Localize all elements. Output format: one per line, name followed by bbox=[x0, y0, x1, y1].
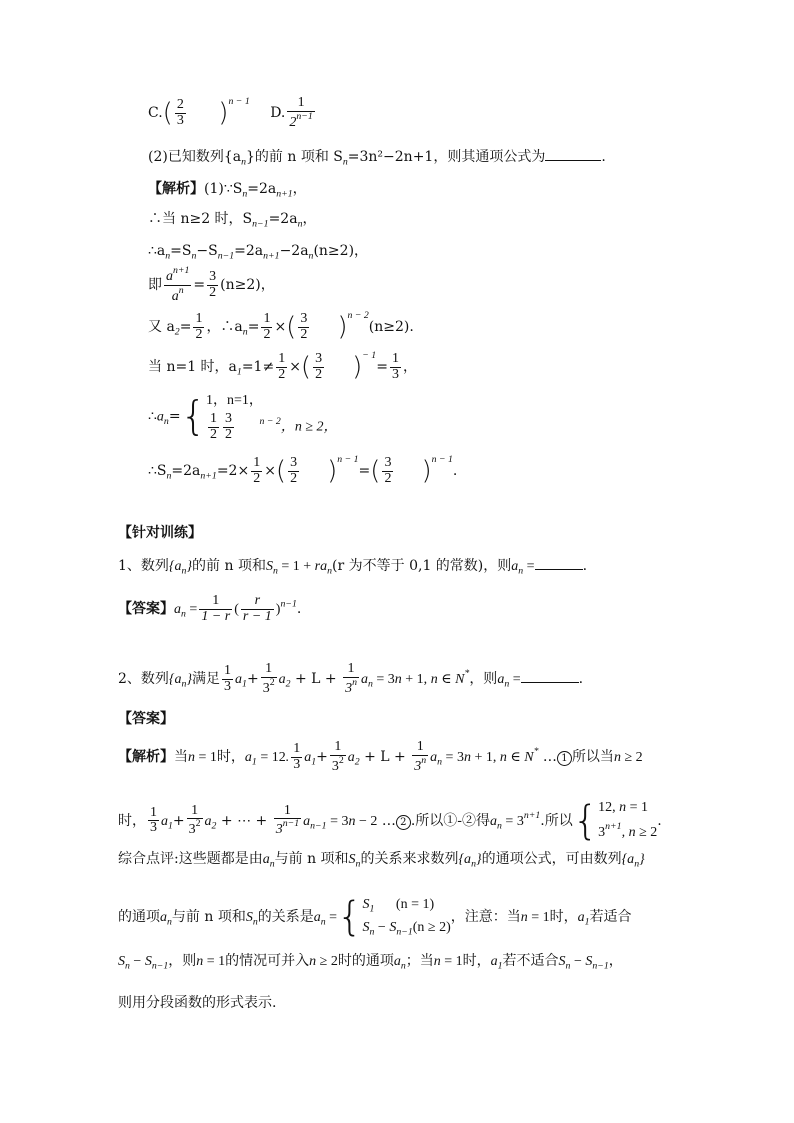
comment-line-2: 的通项$a_n$与前 n 项和$S_n$的关系是$a_n$ ={ $S_1$ (n = 1) $S_n - S_{n-1}(n \ge 2)$ ，注意：当n = 1时，$a_1$若适合 bbox=[118, 894, 632, 941]
analysis-line-7-piecewise: $\therefore a_n=${ 1，n=1， $\frac{1}{2}$ $\frac{3}{2}$ $^{n - 2}$，n ≥ 2， bbox=[148, 393, 338, 443]
comment-line-3: $S_n - S_{n-1}$，则n = 1的情况可并入n ≥ 2时的通项$a_n$；当n = 1时，$a_1$若不适合$S_n - S_{n-1}$， bbox=[118, 953, 623, 972]
option-d-label: D. bbox=[270, 105, 286, 122]
section-title: 【针对训练】 bbox=[118, 525, 202, 541]
answer-2: 【答案】 bbox=[118, 711, 174, 727]
option-c-exponent: n − 1 bbox=[228, 96, 250, 108]
solution-2-line-2: 时， $\frac{1}{3}$ $a_1+$ $\frac{1}{3^2}$ $a_2$ + ⋯ + $\frac{1}{3^{n-1}}$ $a_{n-1} = 3n - 2$ … 2 .所以①-②得$a_n = 3^{n+1}$.所以{ 12, n = 1 $3^{n+1}$, n ≥ 2 . bbox=[118, 797, 662, 844]
analysis-line-4: 即 $\frac{a^{n+1}}{a^n}$ = $\frac{3}{2}$ (n≥2)， bbox=[148, 265, 275, 304]
analysis-line-8: $\therefore S_n=2a_{n+1}=2\times$ $\frac{1}{2}$ ×( $\frac{3}{2}$ )$^{n - 1}$=( $\frac{3}{2}$ )$^{n - 1}$. bbox=[148, 454, 458, 487]
option-c-label: C. bbox=[148, 105, 163, 122]
question-1: 1、数列$\{a_n\}$的前 n 项和$S_n = 1 + ra_n(r$ 为不等于 0,1 的常数)，则$a_n$ = . bbox=[118, 558, 588, 577]
fraction-d: $\frac{1}{2^{n-1}}$ bbox=[289, 95, 313, 130]
question-2: 2、数列$\{a_n\}$满足 $\frac{1}{3}$ $a_1+$ $\frac{1}{3^2}$ $a_2 + L$ + $\frac{1}{3^n}$ $a_n = 3n + 1$, n ∈ N*，则$a_n$ = . bbox=[118, 661, 584, 696]
example-2-question: (2)已知数列$\{a_n\}$的前 n 项和 $S_n=3n^2-2n+1$，则其通项公式为 . bbox=[148, 149, 606, 168]
analysis-heading: 【解析】 bbox=[148, 181, 204, 197]
analysis-line-6: 当 n=1 时，$a_1=1\ne$ $\frac{1}{2}$ ×( $\frac{3}{2}$ )$^{- 1}$= $\frac{1}{3}$ ， bbox=[148, 350, 417, 383]
option-c-d-row: C.( $\frac{2}{3}$ )$^{n - 1}$ D. $\frac{1}{2^{n-1}}$ bbox=[148, 95, 313, 130]
analysis-line-3: $\therefore a_n=S_n-S_{n-1}=2a_{n+1}-2a_n(n\ge 2)$， bbox=[148, 243, 369, 262]
answer-blank bbox=[545, 160, 601, 161]
fraction-2-3: $\frac{2}{3}$ bbox=[176, 96, 184, 128]
comment-line-1: 综合点评:这些题都是由$a_n$与前 n 项和$S_n$的关系来求数列$\{a_n\}$的通项公式，可由数列$\{a_n\}$ bbox=[118, 851, 645, 870]
comment-line-4: 则用分段函数的形式表示. bbox=[118, 995, 277, 1011]
analysis-line-2: ∴当 n≥2 时，$S_{n-1}=2a_n$， bbox=[148, 211, 317, 230]
solution-2-line-1: 【解析】当n = 1时，$a_1 = 12$. $\frac{1}{3}$ $a_1+$ $\frac{1}{3^2}$ $a_2 + L$ + $\frac{1}{3^n}$ $a_n = 3n + 1$, n ∈ N* … 1 所以当n ≥ 2 bbox=[118, 739, 643, 774]
analysis-line-5: 又 $a_2=$ $\frac{1}{2}$ ，$\therefore a_n=$ $\frac{1}{2}$ ×( $\frac{3}{2}$ )$^{n - 2}$(n≥2). bbox=[148, 310, 414, 343]
answer-1: 【答案】$a_n$ = $\frac{1}{1 - r}$ ( $\frac{r}{r - 1}$ )$^{n-1}$. bbox=[118, 593, 302, 624]
analysis-line-1: 【解析】$(1)\because S_n=2a_{n+1}$， bbox=[148, 181, 307, 200]
